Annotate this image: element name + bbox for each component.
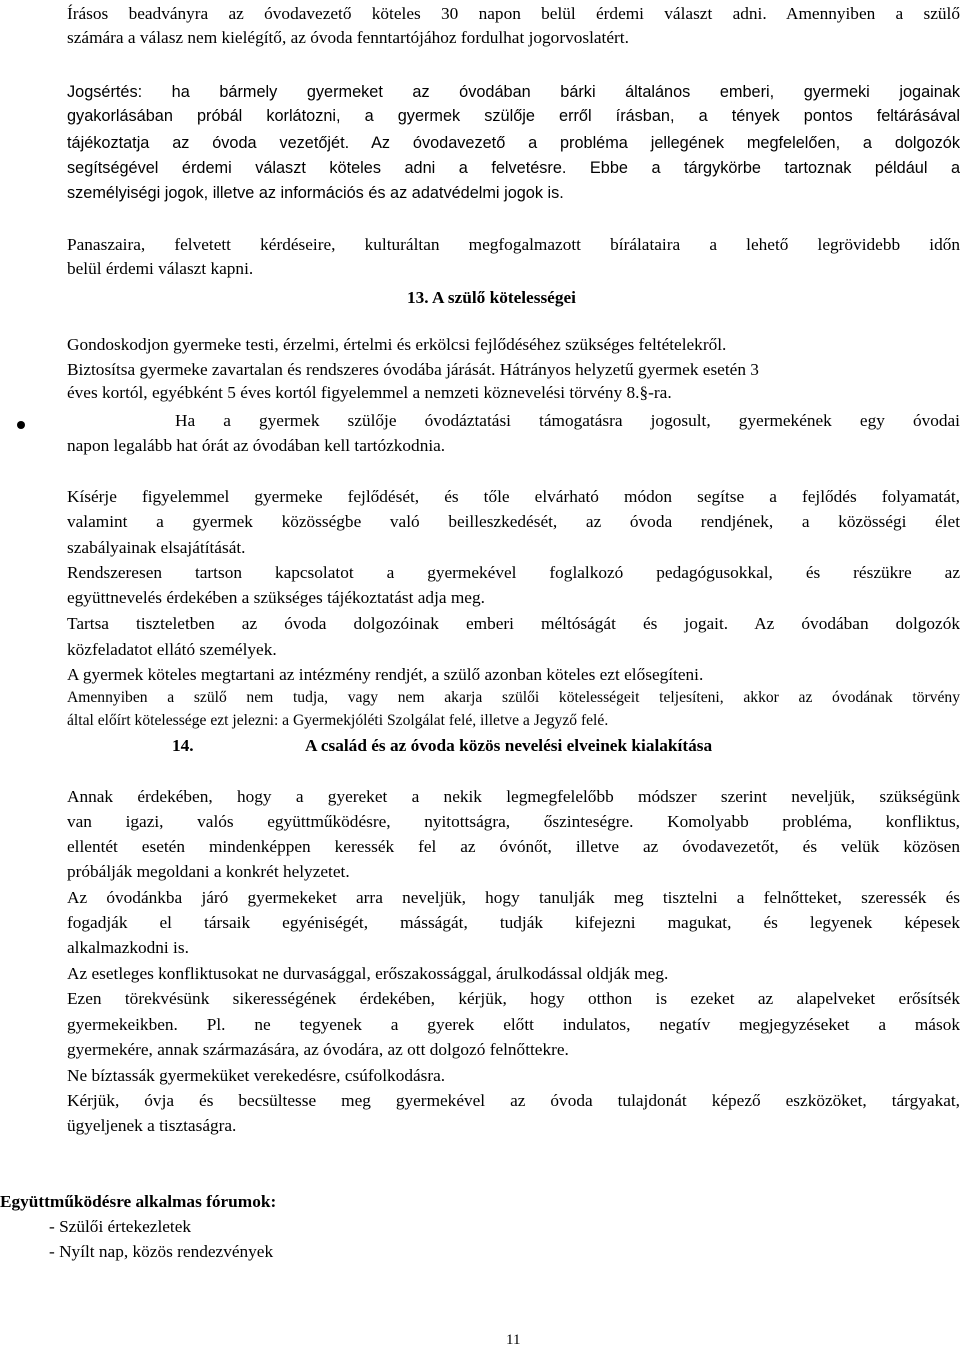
paragraph-line: Jogsértés: ha bármely gyermeket az óvodában bárki általános emberi, gyermeki jogainak	[67, 83, 960, 101]
paragraph-line: együttnevelés érdekében a szükséges tájékoztatást adja meg.	[67, 588, 485, 607]
paragraph-line: Biztosítsa gyermeke zavartalan és rendszeres óvodába járását. Hátrányos helyzetű gyermek esetén 3	[67, 360, 759, 379]
paragraph-line: Rendszeresen tartson kapcsolatot a gyermekével foglalkozó pedagógusokkal, és részükre az	[67, 563, 960, 582]
paragraph-line: Kérjük, óvja és becsültesse meg gyermekével az óvoda tulajdonát képező eszközöket, tárgyakat,	[67, 1091, 960, 1110]
paragraph-line: éves kortól, egyébként 5 éves kortól figyelemmel a nemzeti köznevelési törvény 8.§-ra.	[67, 383, 672, 402]
paragraph-line: közfeladatot ellátó személyek.	[67, 640, 277, 659]
paragraph-line: ellentét esetén mindenképpen keressék fel az óvónőt, illetve az óvodavezetőt, és velük közösen	[67, 837, 960, 856]
paragraph-line: gyakorlásában próbál korlátozni, a gyermek szülője erről írásban, a tények pontos feltárásával	[67, 107, 960, 125]
paragraph-line: Amennyiben a szülő nem tudja, vagy nem akarja szülői kötelességeit teljesíteni, akkor az óvodának törvény	[67, 689, 960, 706]
paragraph-line: Ne bíztassák gyermeküket verekedésre, csúfolkodásra.	[67, 1066, 446, 1085]
paragraph-line: Tartsa tiszteletben az óvoda dolgozóinak emberi méltóságát és jogait. Az óvodában dolgozók	[67, 614, 960, 633]
paragraph-line: Az óvodánkba járó gyermekeket arra neveljük, hogy tanulják meg tisztelni a felnőtteket, szeressék és	[67, 888, 960, 907]
bullet-point	[17, 421, 25, 429]
section-heading-13: 13. A szülő kötelességei	[407, 288, 576, 307]
forums-title: Együttműködésre alkalmas fórumok:	[0, 1192, 277, 1211]
page-number: 11	[506, 1332, 521, 1348]
paragraph-line: fogadják el társaik egyéniségét, másságát, tudják kifejezni magukat, és legyenek képesek	[67, 913, 960, 932]
paragraph-line: próbálják megoldani a konkrét helyzetet.	[67, 862, 350, 881]
paragraph-line: Annak érdekében, hogy a gyereket a nekik legmegfelelőbb módszer szerint neveljük, szükségünk	[67, 787, 960, 806]
paragraph-line: szabályainak elsajátítását.	[67, 538, 246, 557]
paragraph-line: személyiségi jogok, illetve az információs és az adatvédelmi jogok is.	[67, 184, 564, 202]
forum-list-item: - Nyílt nap, közös rendezvények	[49, 1242, 274, 1261]
paragraph-line: ügyeljenek a tisztaságra.	[67, 1116, 237, 1135]
paragraph-line: Kísérje figyelemmel gyermeke fejlődését, és tőle elvárható módon segítse a fejlődés folyamatát,	[67, 487, 960, 506]
paragraph-line: gyermekére, annak származására, az óvodára, az ott dolgozó felnőttekre.	[67, 1040, 569, 1059]
paragraph-line: Ha a gyermek szülője óvodáztatási támogatásra jogosult, gyermekének egy óvodai	[175, 411, 960, 430]
paragraph-line: Írásos beadványra az óvodavezető köteles 30 napon belül érdemi választ adni. Amennyiben a szülő	[67, 4, 960, 23]
paragraph-line: által előírt kötelessége ezt jelezni: a Gyermekjóléti Szolgálat felé, illetve a Jegyző felé.	[67, 712, 609, 729]
paragraph-line: Ezen törekvésünk sikerességének érdekében, kérjük, hogy otthon is ezeket az alapelveket erősítsék	[67, 989, 960, 1008]
forum-list-item: - Szülői értekezletek	[49, 1217, 192, 1236]
paragraph-line: belül érdemi választ kapni.	[67, 259, 254, 278]
paragraph-line: segítségével érdemi választ köteles adni a felvetésre. Ebbe a tárgykörbe tartoznak például a	[67, 159, 960, 177]
paragraph-line: Panaszaira, felvetett kérdéseire, kulturáltan megfogalmazott bírálataira a lehető legrövidebb időn	[67, 235, 960, 254]
paragraph-line: alkalmazkodni is.	[67, 938, 189, 957]
paragraph-line: valamint a gyermek közösségbe való beilleszkedését, az óvoda rendjének, a közösségi élet	[67, 512, 960, 531]
paragraph-line: Az esetleges konfliktusokat ne durvasággal, erőszakossággal, árulkodással oldják meg.	[67, 964, 669, 983]
paragraph-line: A gyermek köteles megtartani az intézmény rendjét, a szülő azonban köteles ezt elősegíteni.	[67, 665, 704, 684]
paragraph-line: gyermekeikben. Pl. ne tegyenek a gyerek előtt indulatos, negatív megjegyzéseket a mások	[67, 1015, 960, 1034]
section-heading-14-number: 14.	[172, 736, 194, 755]
section-heading-14: A család és az óvoda közös nevelési elveinek kialakítása	[305, 736, 713, 755]
paragraph-line: napon legalább hat órát az óvodában kell tartózkodnia.	[67, 436, 446, 455]
paragraph-line: van igazi, valós együttműködésre, nyitottságra, őszinteségre. Komolyabb probléma, konfliktus,	[67, 812, 960, 831]
paragraph-line: Gondoskodjon gyermeke testi, érzelmi, értelmi és erkölcsi fejlődéséhez szükséges feltételekről.	[67, 335, 727, 354]
paragraph-line: tájékoztatja az óvoda vezetőjét. Az óvodavezető a probléma jellegének megfelelően, a dolgozók	[67, 134, 960, 152]
paragraph-line: számára a válasz nem kielégítő, az óvoda fenntartójához fordulhat jogorvoslatért.	[67, 28, 629, 47]
